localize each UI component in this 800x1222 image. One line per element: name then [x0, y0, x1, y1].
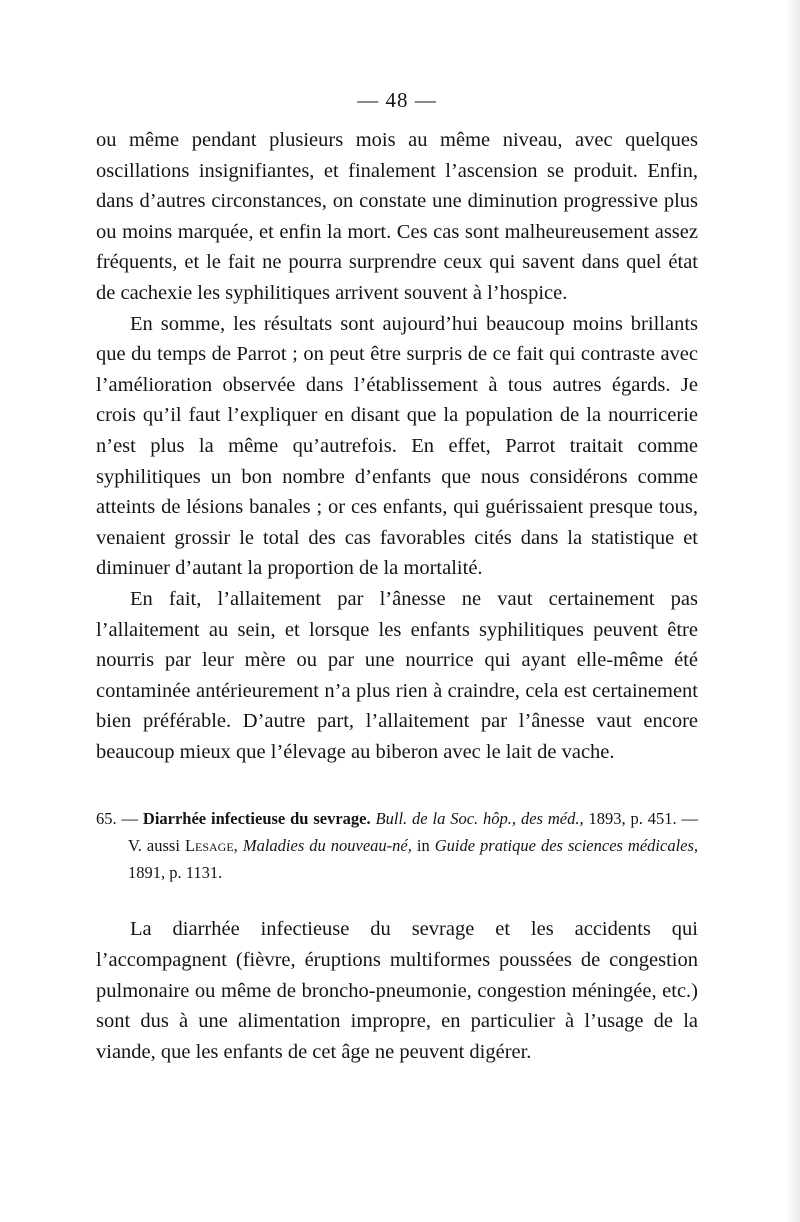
- note-author: Lesage,: [184, 836, 238, 856]
- note-title: Diarrhée infectieuse du sevrage.: [142, 809, 371, 829]
- note-ref-in: in: [416, 836, 430, 856]
- note-ref-guide: Guide pratique des sciences médicales,: [434, 836, 699, 856]
- scan-edge-shadow: [786, 0, 800, 1222]
- paragraph-en-fait: En fait, l’allaitement par l’ânesse ne vaut certainement pas l’allaitement au sein, et lorsque les enfants syphilitiques peuvent être nourris par leur mère ou par une nourrice qui ayant elle-même été contaminée antérieurement n’a plus rien à craindre, cela est certainement bien préférable. D’autre part, l’allaitement par l’ânesse vaut encore beaucoup mieux que l’élevage au biberon avec le lait de vache.: [96, 587, 698, 763]
- note-ref-guide-detail: 1891, p. 1131.: [128, 863, 223, 883]
- note-ref-book: Maladies du nouveau-né,: [242, 836, 412, 856]
- page-number: — 48 —: [357, 88, 437, 112]
- note-ref-bulletin: Bull. de la Soc. hôp., des méd.,: [375, 809, 584, 829]
- paragraph-en-somme: En somme, les résultats sont aujourd’hui beaucoup moins brillants que du temps de Parrot ; on peut être surpris de ce fait qui contraste avec l’amélioration observée dans l’établissement à tous autres égards. Je crois qu’il faut l’expliquer en disant que la population de la nourricerie n’est plus la même qu’autrefois. En effet, Parrot traitait comme syphilitiques un bon nombre d’enfants que nous considérons comme atteints de lésions banales ; or ces enfants, qui guérissaient presque tous, venaient grossir le total des cas favorables cités dans la statistique et diminuer d’autant la proportion de la mortalité.: [96, 312, 698, 580]
- paragraph-diarrhee: La diarrhée infectieuse du sevrage et les accidents qui l’accompagnent (fièvre, éruptions multiformes poussées de congestion pulmonaire ou même de broncho-pneumonie, congestion méningée, etc.) sont dus à une alimentation impropre, en particulier à l’usage de la viande, que les enfants de cet âge ne peuvent digérer.: [96, 918, 698, 1063]
- paragraph-continuation: ou même pendant plusieurs mois au même niveau, avec quelques oscillations insignifiantes, et finalement l’ascension se produit. Enfin, dans d’autres circonstances, on constate une diminution progressive plus ou moins marquée, et enfin la mort. Ces cas sont malheureusement assez fréquents, et le fait ne pourra surprendre ceux qui savent dans quel état de cachexie les syphilitiques arrivent souvent à l’hospice.: [96, 129, 698, 304]
- section-note-65: [96, 805, 698, 886]
- note-number: 65. —: [96, 809, 139, 829]
- note-ref-bulletin-detail: 1893, p. 451. — V. aussi: [128, 809, 699, 856]
- document-page: [96, 88, 698, 1067]
